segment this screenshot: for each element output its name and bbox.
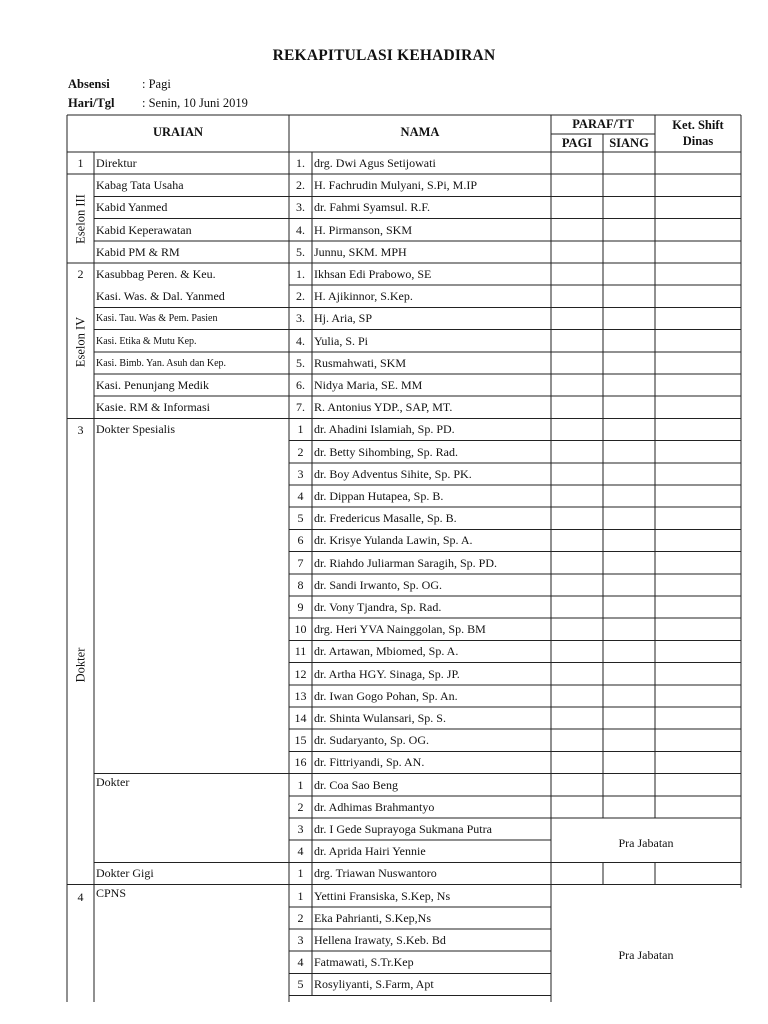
group-number-3: 3 xyxy=(77,423,84,437)
row-uraian: Kabag Tata Usaha xyxy=(96,178,184,193)
row-uraian: Kasi. Etika & Mutu Kep. xyxy=(96,335,197,347)
row-nama: dr. Fittriyandi, Sp. AN. xyxy=(314,755,425,770)
pra-jabatan-note-1: Pra Jabatan xyxy=(618,836,674,850)
row-number: 3 xyxy=(297,466,304,481)
row-number: 16 xyxy=(294,755,307,770)
header-ket-2: Dinas xyxy=(682,134,714,148)
row-number: 4. xyxy=(296,222,305,237)
row-number: 4 xyxy=(297,955,304,970)
row-nama: dr. Betty Sihombing, Sp. Rad. xyxy=(314,444,459,459)
dokter-label: Dokter xyxy=(73,647,88,683)
row-number: 3 xyxy=(297,933,304,947)
row-uraian: Kasi. Tau. Was & Pem. Pasien xyxy=(96,313,218,325)
row-nama: dr. Krisye Yulanda Lawin, Sp. A. xyxy=(314,533,473,548)
row-number: 1. xyxy=(296,267,305,281)
row-nama: dr. Sandi Irwanto, Sp. OG. xyxy=(314,577,442,592)
group-number-1: 1 xyxy=(77,156,84,170)
row-number: 1 xyxy=(297,888,304,903)
row-number: 14 xyxy=(294,711,307,725)
row-number: 10 xyxy=(294,622,307,637)
row-number: 2 xyxy=(297,444,304,459)
row-uraian: CPNS xyxy=(96,885,127,900)
row-number: 2 xyxy=(297,799,304,814)
row-number: 5 xyxy=(297,511,304,526)
row-number: 4 xyxy=(297,844,304,859)
row-number: 1 xyxy=(297,866,304,881)
row-nama: Rosyliyanti, S.Farm, Apt xyxy=(314,977,434,992)
row-nama: dr. Aprida Hairi Yennie xyxy=(314,844,426,859)
row-nama: dr. Fredericus Masalle, Sp. B. xyxy=(314,511,457,526)
row-number: 6 xyxy=(297,533,304,548)
row-nama: Hellena Irawaty, S.Keb. Bd xyxy=(314,933,446,947)
header-nama: NAMA xyxy=(400,125,440,139)
row-uraian: Kasie. RM & Informasi xyxy=(96,400,210,415)
row-uraian: Kasi. Penunjang Medik xyxy=(96,378,209,392)
row-number: 3 xyxy=(297,822,304,836)
row-nama: dr. Adhimas Brahmantyo xyxy=(314,799,435,814)
hari-label: Hari/Tgl xyxy=(68,96,115,110)
row-number: 1. xyxy=(296,156,305,170)
hari-value: : Senin, 10 Juni 2019 xyxy=(142,96,248,110)
row-nama: Ikhsan Edi Prabowo, SE xyxy=(314,267,432,281)
header-siang: SIANG xyxy=(609,136,649,150)
row-nama: H. Pirmanson, SKM xyxy=(314,222,413,237)
row-uraian: Direktur xyxy=(96,156,137,170)
row-nama: dr. Shinta Wulansari, Sp. S. xyxy=(314,711,446,725)
absensi-label: Absensi xyxy=(68,77,110,91)
row-nama: H. Ajikinnor, S.Kep. xyxy=(314,289,413,304)
eselon-iii-label: Eselon III xyxy=(73,194,88,244)
row-number: 7. xyxy=(296,400,305,415)
row-uraian: Kasi. Bimb. Yan. Asuh dan Kep. xyxy=(96,357,227,369)
row-nama: dr. Boy Adventus Sihite, Sp. PK. xyxy=(314,466,472,481)
row-uraian: Dokter Gigi xyxy=(96,866,154,881)
row-nama: Eka Pahrianti, S.Kep,Ns xyxy=(314,910,431,925)
row-uraian: Kasi. Was. & Dal. Yanmed xyxy=(96,289,225,304)
row-number: 8 xyxy=(297,577,304,592)
row-nama: dr. Artha HGY. Sinaga, Sp. JP. xyxy=(314,666,460,681)
row-number: 5. xyxy=(296,244,305,259)
row-uraian: Kabid PM & RM xyxy=(96,244,180,259)
header-paraf: PARAF/TT xyxy=(572,117,634,131)
row-nama: dr. Fahmi Syamsul. R.F. xyxy=(314,200,431,215)
header-pagi: PAGI xyxy=(561,136,593,150)
row-number: 11 xyxy=(294,644,307,659)
row-number: 1 xyxy=(297,777,304,792)
row-nama: Rusmahwati, SKM xyxy=(314,355,407,370)
pra-jabatan-note-2: Pra Jabatan xyxy=(618,948,674,962)
row-nama: Fatmawati, S.Tr.Kep xyxy=(314,955,414,970)
row-nama: Hj. Aria, SP xyxy=(314,311,373,326)
eselon-iv-label: Eselon IV xyxy=(73,316,88,368)
row-number: 12 xyxy=(294,666,307,681)
header-ket-1: Ket. Shift xyxy=(672,118,724,132)
document-title: REKAPITULASI KEHADIRAN xyxy=(272,47,496,64)
row-number: 13 xyxy=(294,688,307,703)
row-nama: dr. Riahdo Juliarman Saragih, Sp. PD. xyxy=(314,555,497,570)
row-number: 9 xyxy=(297,600,304,614)
row-nama: dr. Artawan, Mbiomed, Sp. A. xyxy=(314,644,459,659)
absensi-value: : Pagi xyxy=(142,77,171,91)
row-nama: drg. Heri YVA Nainggolan, Sp. BM xyxy=(314,622,486,637)
row-number: 6. xyxy=(296,378,305,392)
row-nama: dr. Vony Tjandra, Sp. Rad. xyxy=(314,600,442,614)
row-number: 15 xyxy=(294,733,307,748)
row-number: 2 xyxy=(297,910,304,925)
row-number: 4. xyxy=(296,333,305,348)
row-nama: dr. Ahadini Islamiah, Sp. PD. xyxy=(314,422,455,437)
group-number-4: 4 xyxy=(77,890,84,904)
row-nama: drg. Triawan Nuswantoro xyxy=(314,866,437,881)
row-nama: Junnu, SKM. MPH xyxy=(314,244,407,259)
row-nama: R. Antonius YDP., SAP, MT. xyxy=(314,400,453,415)
row-uraian: Dokter Spesialis xyxy=(96,422,175,437)
row-number: 2. xyxy=(296,178,305,193)
row-number: 1 xyxy=(297,422,304,437)
row-uraian: Dokter xyxy=(96,774,130,789)
row-nama: Nidya Maria, SE. MM xyxy=(314,378,423,392)
row-number: 4 xyxy=(297,489,304,503)
row-nama: dr. Dippan Hutapea, Sp. B. xyxy=(314,489,444,503)
group-number-2: 2 xyxy=(77,267,84,281)
row-number: 2. xyxy=(296,289,305,304)
row-number: 3. xyxy=(296,311,305,326)
header-uraian: URAIAN xyxy=(153,125,203,139)
row-nama: dr. Iwan Gogo Pohan, Sp. An. xyxy=(314,688,458,703)
row-nama: Yulia, S. Pi xyxy=(314,333,369,348)
row-nama: dr. I Gede Suprayoga Sukmana Putra xyxy=(314,822,492,836)
row-nama: H. Fachrudin Mulyani, S.Pi, M.IP xyxy=(314,178,478,193)
row-nama: Yettini Fransiska, S.Kep, Ns xyxy=(314,888,451,903)
row-number: 5 xyxy=(297,977,304,992)
row-number: 5. xyxy=(296,355,305,370)
row-nama: dr. Coa Sao Beng xyxy=(314,777,398,792)
row-uraian: Kasubbag Peren. & Keu. xyxy=(96,267,216,281)
row-nama: dr. Sudaryanto, Sp. OG. xyxy=(314,733,429,748)
row-uraian: Kabid Keperawatan xyxy=(96,222,192,237)
row-nama: drg. Dwi Agus Setijowati xyxy=(314,156,436,170)
row-uraian: Kabid Yanmed xyxy=(96,200,168,215)
row-number: 3. xyxy=(296,200,305,215)
row-number: 7 xyxy=(297,555,304,570)
